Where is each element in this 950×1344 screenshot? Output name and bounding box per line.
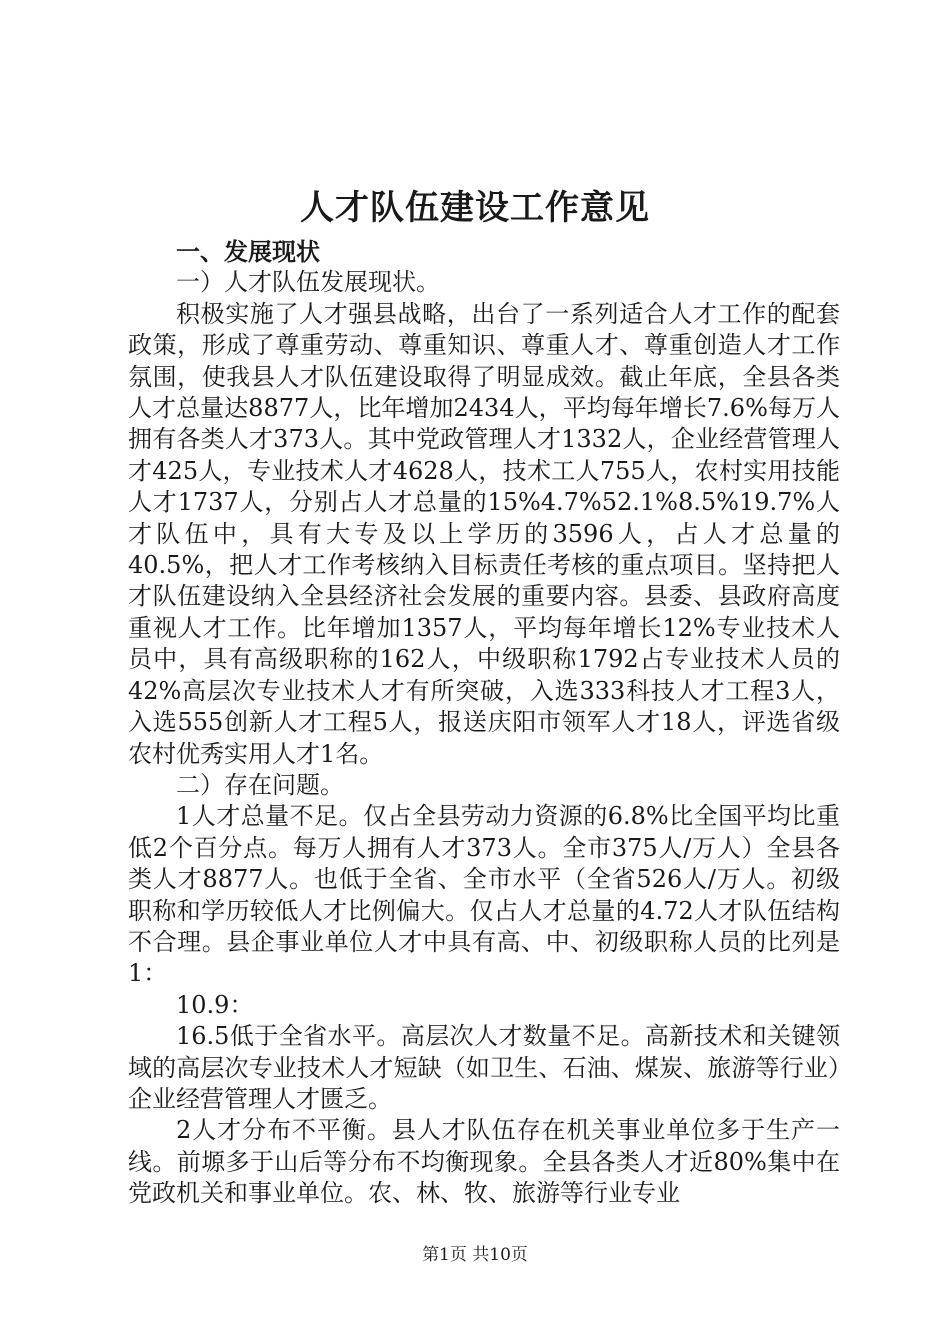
body-paragraph: 2人才分布不平衡。县人才队伍存在机关事业单位多于生产一线。前塬多于山后等分布不均衡现象。全县各类人才近80%集中在党政机关和事业单位。农、林、牧、旅游等行业专业 — [128, 1116, 840, 1208]
body-paragraph: 16.5低于全省水平。高层次人才数量不足。高新技术和关键领域的高层次专业技术人才短缺（如卫生、石油、煤炭、旅游等行业）企业经营管理人才匮乏。 — [128, 1022, 840, 1113]
page-footer: 第1页 共10页 — [422, 1245, 528, 1265]
subsection-heading: 二）存在问题。 — [176, 770, 344, 799]
document-title: 人才队伍建设工作意见 — [300, 188, 650, 228]
document-body — [128, 236, 840, 1210]
body-paragraph: 1人才总量不足。仅占全县劳动力资源的6.8%比全国平均比重低2个百分点。每万人拥有人才373人。全市375人/万人）全县各类人才8877人。也低于全省、全市水平（全省526人/万人。初级职称和学历较低人才比例偏大。仅占人才总量的4.72人才队伍结构不合理。县企事业单位人才中具有高、中、初级职称人员的比列是1： — [128, 802, 840, 988]
body-paragraph: 10.9： — [176, 990, 254, 1019]
body-paragraph: 积极实施了人才强县战略，出台了一系列适合人才工作的配套政策，形成了尊重劳动、尊重知识、尊重人才、尊重创造人才工作氛围，使我县人才队伍建设取得了明显成效。截止年底，全县各类人才总量达8877人，比年增加2434人，平均每年增长7.6%每万人拥有各类人才373人。其中党政管理人才1332人，企业经营管理人才425人，专业技术人才4628人，技术工人755人，农村实用技能人才1737人，分别占人才总量的15%4.7%52.1%8.5%19.7%人才队伍中，具有大专及以上学历的3596人，占人才总量的40.5%，把人才工作考核纳入目标责任考核的重点项目。坚持把人才队伍建设纳入全县经济社会发展的重要内容。县委、县政府高度重视人才工作。比年增加1357人，平均每年增长12%专业技术人员中，具有高级职称的162人，中级职称1792占专业技术人员的42%高层次专业技术人才有所突破，入选333科技人才工程3人，入选555创新人才工程5人，报送庆阳市领军人才18人，评选省级农村优秀实用人才1名。 — [128, 299, 840, 768]
section-heading: 一、发展现状 — [176, 237, 320, 266]
subsection-heading: 一）人才队伍发展现状。 — [176, 268, 440, 297]
